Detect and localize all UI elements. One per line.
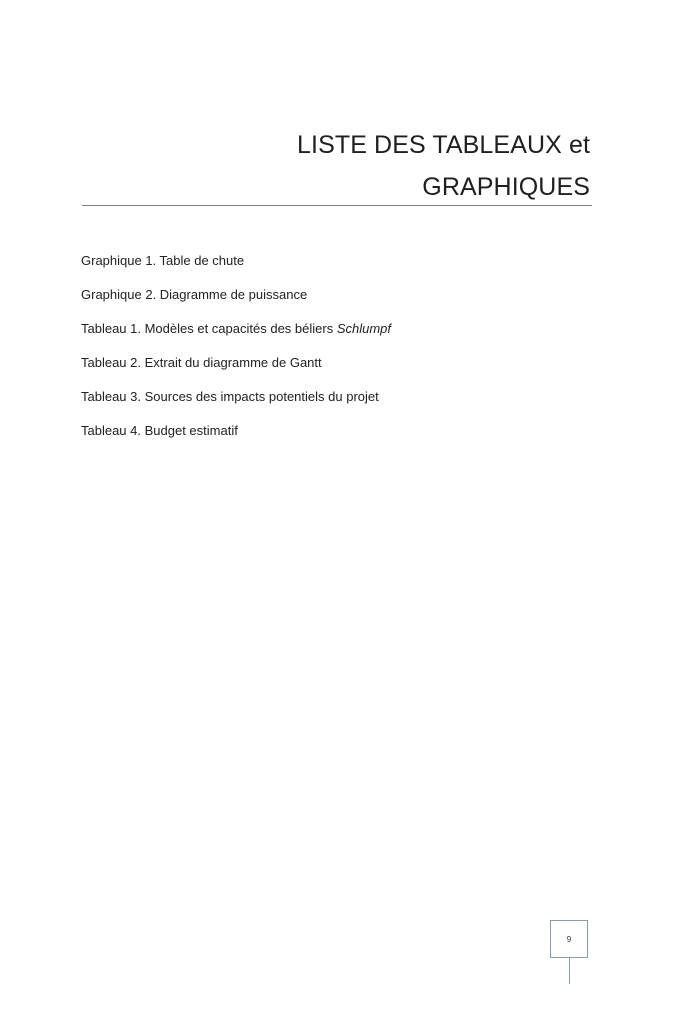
page-title (82, 124, 590, 208)
list-item (81, 320, 601, 337)
page-number: 9 (566, 934, 572, 944)
list-item-label: Graphique 2. Diagramme de puissance (81, 287, 308, 302)
list-item-label: Tableau 4. Budget estimatif (81, 423, 238, 438)
page-number-box (550, 920, 588, 958)
list-of-tables-and-figures (81, 252, 601, 456)
page-title-line-2: GRAPHIQUES (422, 173, 590, 201)
list-item-label: Tableau 2. Extrait du diagramme de Gantt (81, 355, 322, 370)
list-item (81, 286, 601, 303)
list-item (81, 354, 601, 371)
list-item-label: Tableau 1. Modèles et capacités des béliers (81, 321, 337, 336)
list-item (81, 388, 601, 405)
list-item (81, 422, 601, 439)
list-item-label: Tableau 3. Sources des impacts potentiels du projet (81, 389, 379, 404)
list-item-italic-term: Schlumpf (336, 321, 392, 336)
list-item-label: Graphique 1. Table de chute (81, 253, 245, 268)
page-title-line-1: LISTE DES TABLEAUX et (297, 131, 590, 159)
list-item (81, 252, 601, 269)
page-number-connector-line (569, 958, 570, 984)
title-underline (82, 205, 592, 206)
